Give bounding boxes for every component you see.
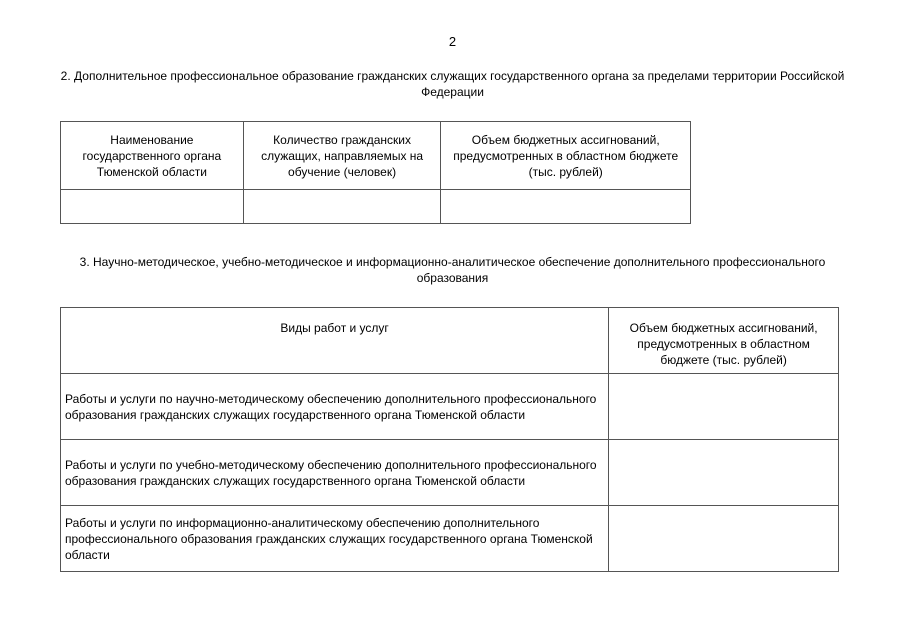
header-work-types: Виды работ и услуг xyxy=(61,308,609,374)
table-header-row xyxy=(61,308,839,374)
section-2-title: 2. Дополнительное профессиональное образование гражданских служащих государственного органа за пределами территории Российской Федерации xyxy=(60,69,845,99)
budget-amount-cell xyxy=(609,506,839,572)
header-budget-allocation: Объем бюджетных ассигнований, предусмотренных в областном бюджете (тыс. рублей) xyxy=(441,122,691,190)
table-row xyxy=(61,374,839,440)
table-header-row xyxy=(61,122,691,190)
section-3-title: 3. Научно-методическое, учебно-методическое и информационно-аналитическое обеспечение дополнительного профессионального образования xyxy=(79,255,826,285)
table-row xyxy=(61,506,839,572)
agency-name-cell xyxy=(61,190,244,224)
header-budget-allocation: Объем бюджетных ассигнований, предусмотренных в областном бюджете (тыс. рублей) xyxy=(609,308,839,374)
table-row xyxy=(61,440,839,506)
table-row xyxy=(61,190,691,224)
header-agency-name: Наименование государственного органа Тюменской области xyxy=(61,122,244,190)
page-number: 2 xyxy=(448,34,457,49)
work-description-cell: Работы и услуги по учебно-методическому обеспечению дополнительного профессионального образования гражданских служащих государственного органа Тюменской области xyxy=(61,440,609,506)
work-description-cell: Работы и услуги по информационно-аналитическому обеспечению дополнительного профессионального образования гражданских служащих государственного органа Тюменской области xyxy=(61,506,609,572)
budget-allocation-cell xyxy=(441,190,691,224)
header-employee-count: Количество гражданских служащих, направляемых на обучение (человек) xyxy=(243,122,441,190)
work-description-cell: Работы и услуги по научно-методическому обеспечению дополнительного профессионального образования гражданских служащих государственного органа Тюменской области xyxy=(61,374,609,440)
budget-amount-cell xyxy=(609,374,839,440)
support-services-table xyxy=(60,307,839,572)
employee-count-cell xyxy=(243,190,441,224)
foreign-education-table xyxy=(60,121,691,224)
budget-amount-cell xyxy=(609,440,839,506)
